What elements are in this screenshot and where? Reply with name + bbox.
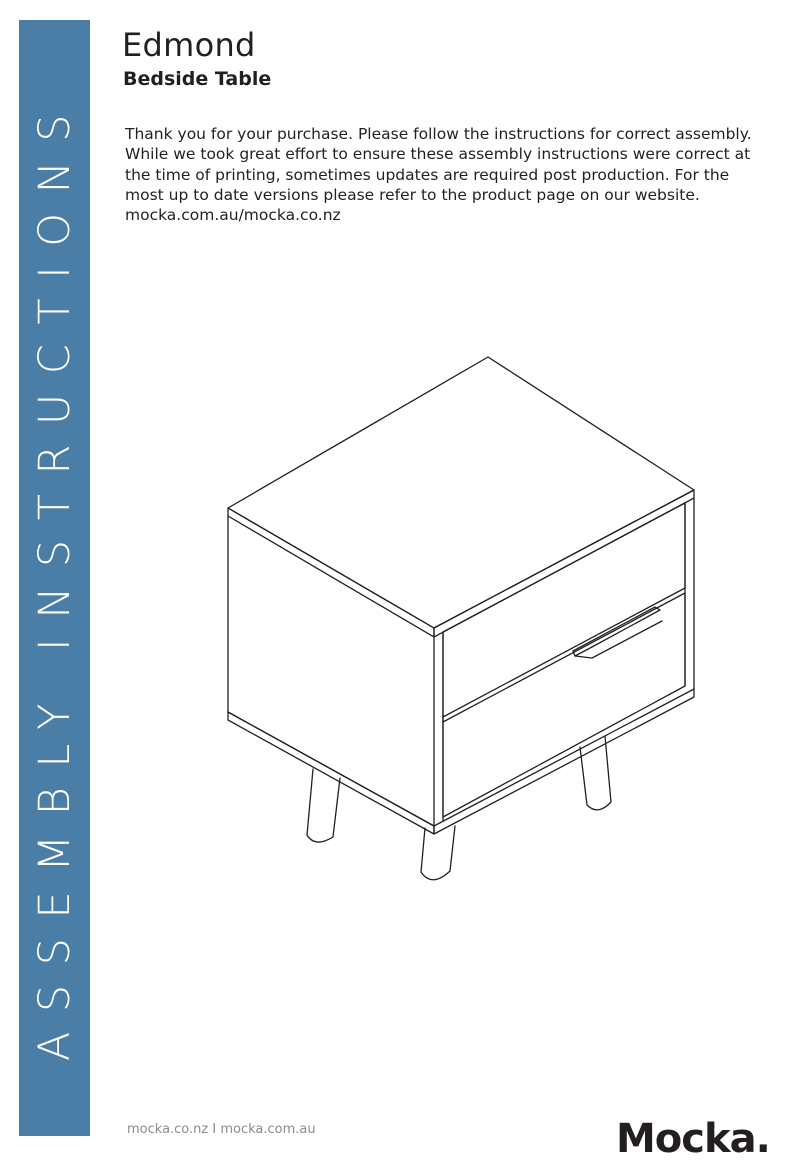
bottom-edge-front	[434, 689, 694, 834]
drawer-handle	[573, 607, 660, 656]
bedside-table-illustration	[222, 354, 698, 884]
bottom-drawer	[443, 593, 685, 817]
intro-paragraph: Thank you for your purchase. Please follow the instructions for correct assembly. While we took great effort to ensure these assembly instructions were correct at the time of printing, sometimes updates are required post production. For the most up to date versions please refer to the product page on our website. mocka.com.au/mocka.co.nz	[125, 125, 752, 225]
assembly-instructions-label: ASSEMBLY INSTRUCTIONS	[29, 94, 80, 1062]
product-subtitle: Bedside Table	[123, 68, 272, 90]
side-band	[19, 20, 90, 1136]
mocka-logo: Mocka.	[616, 1116, 770, 1162]
tabletop	[228, 357, 694, 628]
front-leg	[421, 826, 455, 880]
tabletop-edge-left	[228, 508, 434, 637]
bottom-edge-left	[228, 712, 434, 834]
product-title: Edmond	[122, 26, 256, 64]
left-side-panel	[228, 516, 434, 826]
tabletop-edge-front	[434, 490, 694, 637]
footer-links: mocka.co.nz I mocka.com.au	[127, 1122, 316, 1137]
